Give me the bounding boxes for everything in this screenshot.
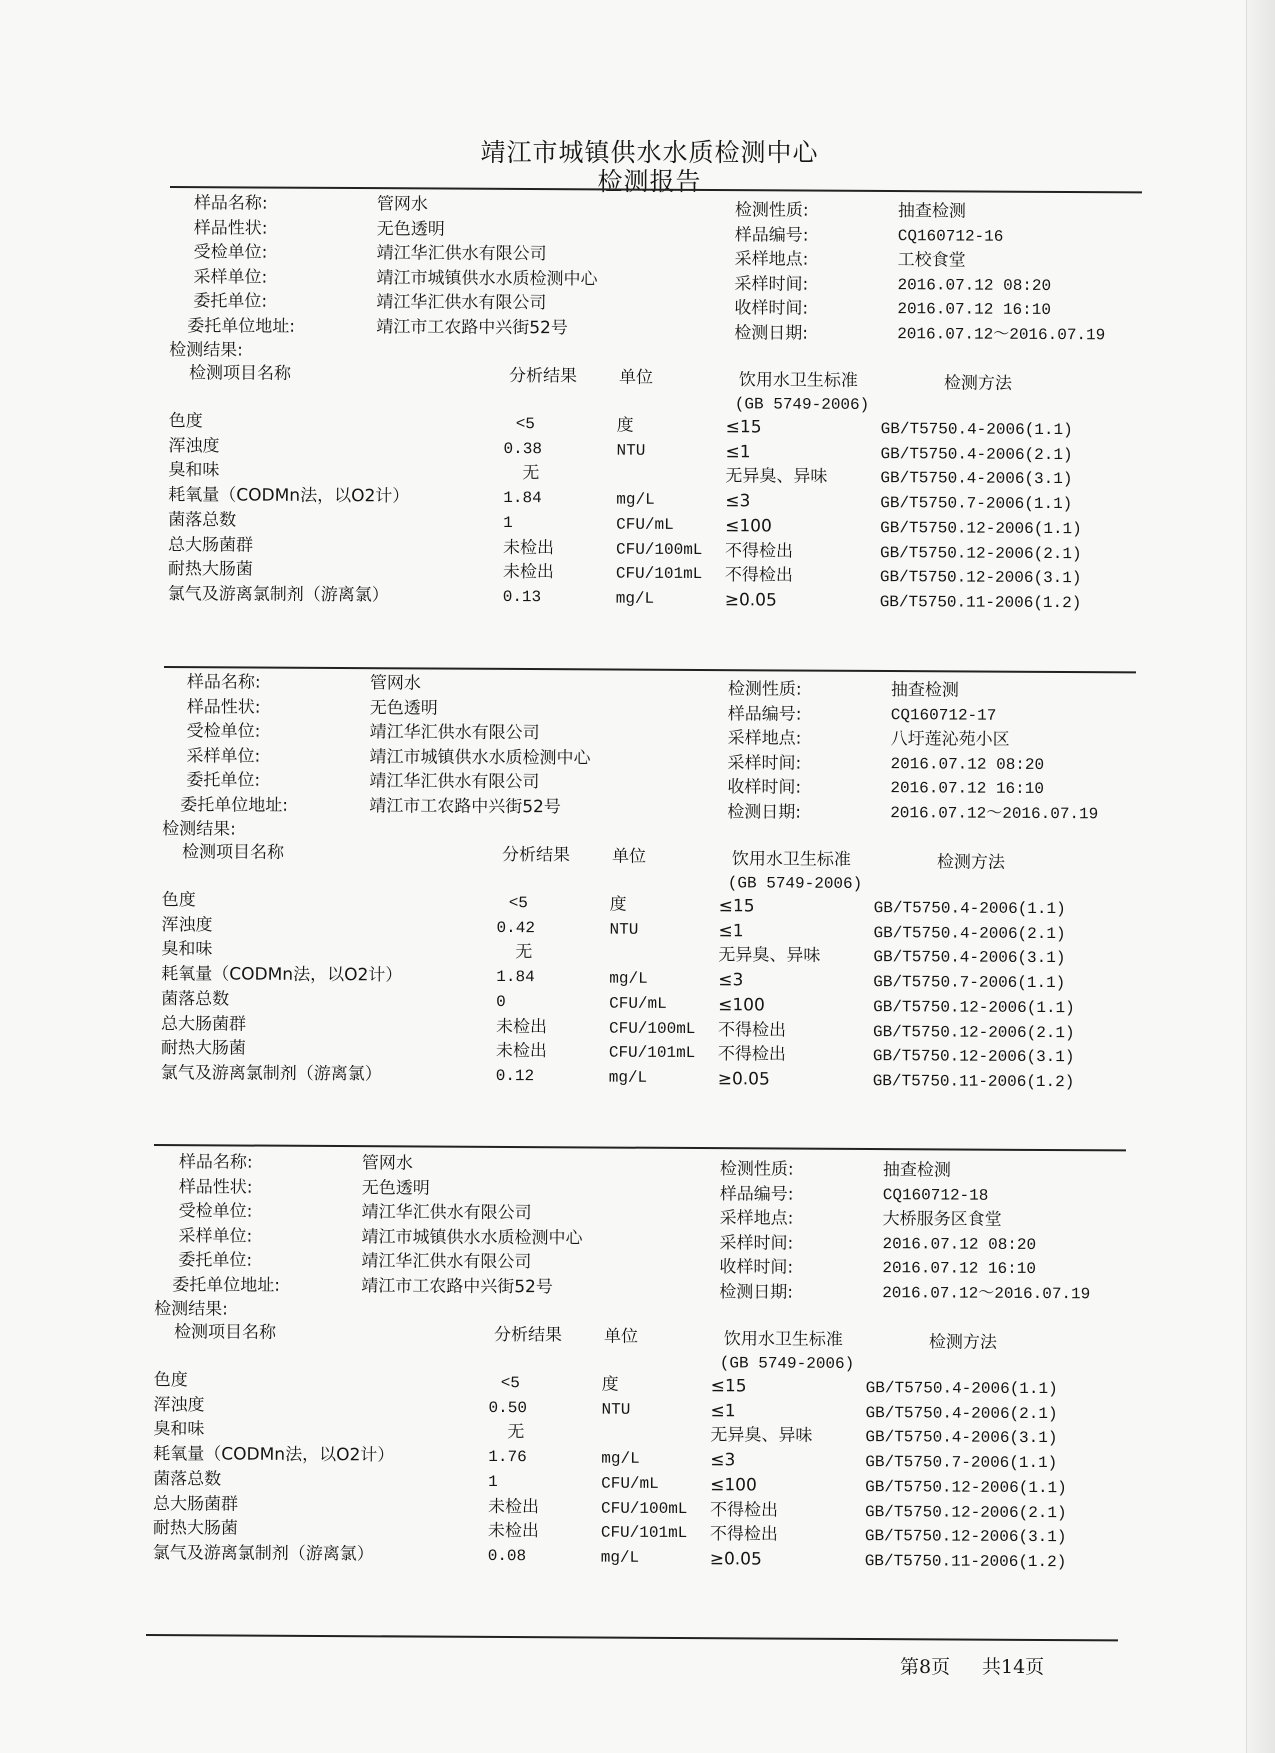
row-item-name: 菌落总数 xyxy=(161,988,230,1010)
field-label-client-address: 委托单位地址: xyxy=(172,1274,281,1296)
report-doc-title: 检测报告 xyxy=(597,167,702,196)
field-value-client-unit: 靖江华汇供水有限公司 xyxy=(369,771,540,793)
field-value-sample-no: CQ160712-16 xyxy=(897,226,1004,246)
row-method: GB/T5750.4-2006(3.1) xyxy=(873,948,1066,968)
row-method: GB/T5750.4-2006(3.1) xyxy=(880,469,1073,489)
row-unit: CFU/101mL xyxy=(615,564,703,584)
row-result: 0.12 xyxy=(495,1066,535,1086)
field-value-test-nature: 抽查检测 xyxy=(890,680,959,701)
col-header-standard-code: (GB 5749-2006) xyxy=(734,395,870,415)
col-header-unit: 单位 xyxy=(603,1326,639,1347)
field-label-sample-no: 样品编号: xyxy=(719,1183,794,1205)
field-label-sample-appearance: 样品性状: xyxy=(186,696,261,718)
col-header-item: 检测项目名称 xyxy=(181,842,285,863)
row-unit: mg/L xyxy=(615,589,655,608)
field-label-test-nature: 检测性质: xyxy=(727,679,802,700)
row-item-name: 臭和味 xyxy=(153,1419,205,1440)
row-method: GB/T5750.7-2006(1.1) xyxy=(873,973,1066,993)
col-header-unit: 单位 xyxy=(618,367,654,388)
field-label-sample-no: 样品编号: xyxy=(734,224,809,246)
field-value-inspected-unit: 靖江华汇供水有限公司 xyxy=(376,243,547,265)
report-section xyxy=(140,672,1099,1137)
row-standard: 不得检出 xyxy=(724,540,794,562)
row-standard: ≤1 xyxy=(718,920,744,942)
field-label-client-address: 委托单位地址: xyxy=(187,315,296,337)
field-label-sample-appearance: 样品性状: xyxy=(193,217,268,239)
row-item-name: 总大肠菌群 xyxy=(152,1493,239,1515)
results-label: 检测结果: xyxy=(162,819,236,840)
row-unit: 度 xyxy=(601,1374,619,1395)
field-value-sample-name: 管网水 xyxy=(376,194,428,215)
row-item-name: 色度 xyxy=(168,411,203,432)
field-value-receiving-time: 2016.07.12 16:10 xyxy=(897,300,1052,320)
field-value-client-unit: 靖江华汇供水有限公司 xyxy=(361,1251,532,1273)
row-unit: NTU xyxy=(616,441,646,460)
field-value-sample-appearance: 无色透明 xyxy=(369,697,438,719)
results-label: 检测结果: xyxy=(154,1299,228,1320)
row-result: 未检出 xyxy=(502,562,554,583)
row-unit: CFU/100mL xyxy=(600,1499,688,1518)
field-value-sampling-site: 八圩莲沁苑小区 xyxy=(890,729,1010,750)
field-value-client-address: 靖江市工农路中兴街52号 xyxy=(369,795,561,817)
row-unit: NTU xyxy=(601,1400,631,1419)
row-method: GB/T5750.12-2006(3.1) xyxy=(864,1527,1067,1547)
row-method: GB/T5750.4-2006(1.1) xyxy=(880,420,1073,440)
field-label-client-unit: 委托单位: xyxy=(193,291,268,312)
row-standard: ≤1 xyxy=(725,441,751,463)
col-header-result: 分析结果 xyxy=(493,1325,563,1346)
row-standard: 不得检出 xyxy=(717,1044,786,1065)
field-label-client-unit: 委托单位: xyxy=(178,1250,253,1271)
field-label-receiving-time: 收样时间: xyxy=(734,298,809,319)
row-item-name: 耗氧量（CODMn法，以O2计） xyxy=(168,485,410,507)
row-method: GB/T5750.12-2006(1.1) xyxy=(873,997,1075,1018)
row-unit: CFU/mL xyxy=(609,994,667,1013)
report-section xyxy=(132,1152,1091,1617)
field-value-inspected-unit: 靖江华汇供水有限公司 xyxy=(369,722,540,744)
row-result: 未检出 xyxy=(502,537,555,558)
row-standard: ≥0.05 xyxy=(709,1549,762,1570)
field-value-client-address: 靖江市工农路中兴街52号 xyxy=(361,1275,553,1297)
row-item-name: 浑浊度 xyxy=(153,1394,205,1416)
field-label-sampling-time: 采样时间: xyxy=(719,1232,794,1254)
field-label-sample-name: 样品名称: xyxy=(193,193,268,214)
field-value-sample-no: CQ160712-18 xyxy=(882,1185,989,1205)
row-item-name: 耐热大肠菌 xyxy=(152,1518,238,1539)
page-edge-shadow xyxy=(1246,0,1275,1753)
field-value-sampling-time: 2016.07.12 08:20 xyxy=(897,275,1052,295)
row-unit: mg/L xyxy=(600,1548,640,1567)
row-standard: 不得检出 xyxy=(709,1524,778,1545)
row-method: GB/T5750.12-2006(2.1) xyxy=(872,1022,1075,1042)
row-result: 1.84 xyxy=(503,489,542,508)
row-standard: 不得检出 xyxy=(724,565,793,586)
col-header-result: 分析结果 xyxy=(508,366,578,387)
row-item-name: 浑浊度 xyxy=(168,435,220,457)
field-label-client-unit: 委托单位: xyxy=(186,770,261,791)
field-value-test-date: 2016.07.12～2016.07.19 xyxy=(890,803,1099,823)
field-value-client-unit: 靖江华汇供水有限公司 xyxy=(376,292,547,314)
field-value-test-nature: 抽查检测 xyxy=(882,1160,951,1181)
field-label-sampling-site: 采样地点: xyxy=(719,1208,794,1229)
row-result: 1.84 xyxy=(496,968,535,987)
row-result: 未检出 xyxy=(495,1016,548,1037)
row-unit: CFU/100mL xyxy=(608,1019,696,1038)
row-unit: CFU/101mL xyxy=(608,1043,696,1063)
row-method: GB/T5750.12-2006(3.1) xyxy=(872,1047,1075,1067)
field-value-test-date: 2016.07.12～2016.07.19 xyxy=(897,324,1106,344)
row-method: GB/T5750.12-2006(3.1) xyxy=(879,568,1082,588)
row-result: 0.13 xyxy=(502,587,542,607)
row-standard: ≤3 xyxy=(710,1450,736,1471)
field-value-sample-appearance: 无色透明 xyxy=(376,218,445,240)
row-item-name: 氯气及游离氯制剂（游离氯） xyxy=(167,583,389,606)
row-method: GB/T5750.4-2006(1.1) xyxy=(865,1379,1058,1399)
field-label-sampling-site: 采样地点: xyxy=(727,728,802,749)
field-label-test-date: 检测日期: xyxy=(727,801,802,823)
col-header-standard: 饮用水卫生标准 xyxy=(731,849,852,870)
field-value-sampling-time: 2016.07.12 08:20 xyxy=(882,1234,1037,1254)
field-label-inspected-unit: 受检单位: xyxy=(193,242,268,263)
field-value-sample-name: 管网水 xyxy=(369,673,421,694)
row-result: 1 xyxy=(488,1472,498,1491)
field-label-receiving-time: 收样时间: xyxy=(727,777,802,798)
row-standard: 无异臭、异味 xyxy=(718,945,821,967)
row-result: 未检出 xyxy=(487,1521,539,1542)
row-method: GB/T5750.4-2006(2.1) xyxy=(865,1403,1058,1423)
field-value-test-nature: 抽查检测 xyxy=(897,201,966,222)
row-result: 无 xyxy=(515,942,533,963)
field-value-test-date: 2016.07.12～2016.07.19 xyxy=(882,1283,1091,1303)
row-item-name: 总大肠菌群 xyxy=(167,534,254,556)
row-item-name: 总大肠菌群 xyxy=(160,1013,247,1035)
row-method: GB/T5750.12-2006(2.1) xyxy=(879,543,1082,563)
field-value-sampling-unit: 靖江市城镇供水水质检测中心 xyxy=(369,746,591,769)
row-method: GB/T5750.4-2006(2.1) xyxy=(873,923,1066,943)
row-result: 0 xyxy=(496,992,506,1011)
row-item-name: 耗氧量（CODMn法，以O2计） xyxy=(161,964,403,986)
row-unit: CFU/101mL xyxy=(600,1523,688,1543)
field-label-sampling-unit: 采样单位: xyxy=(186,745,261,767)
row-standard: ≤15 xyxy=(718,896,755,917)
row-result: 无 xyxy=(507,1422,525,1443)
col-header-standard-code: (GB 5749-2006) xyxy=(719,1354,855,1374)
row-method: GB/T5750.4-2006(3.1) xyxy=(865,1428,1058,1448)
col-header-method: 检测方法 xyxy=(943,373,1013,394)
field-value-sampling-unit: 靖江市城镇供水水质检测中心 xyxy=(376,267,598,290)
row-standard: ≤100 xyxy=(718,995,765,1016)
row-method: GB/T5750.4-2006(2.1) xyxy=(880,444,1073,464)
row-unit: 度 xyxy=(609,894,627,915)
field-value-receiving-time: 2016.07.12 16:10 xyxy=(882,1259,1037,1279)
row-result: <5 xyxy=(515,415,535,434)
col-header-standard: 饮用水卫生标准 xyxy=(723,1329,844,1350)
field-label-sampling-time: 采样时间: xyxy=(734,273,809,295)
row-result: 未检出 xyxy=(495,1041,547,1062)
row-method: GB/T5750.7-2006(1.1) xyxy=(865,1453,1058,1473)
row-result: 未检出 xyxy=(487,1496,540,1517)
row-item-name: 耗氧量（CODMn法，以O2计） xyxy=(153,1444,395,1466)
field-label-sampling-unit: 采样单位: xyxy=(193,266,268,288)
field-label-sampling-unit: 采样单位: xyxy=(178,1225,253,1247)
row-method: GB/T5750.11-2006(1.2) xyxy=(872,1071,1075,1092)
bottom-rule xyxy=(146,1634,1118,1641)
row-unit: mg/L xyxy=(609,969,648,988)
row-item-name: 浑浊度 xyxy=(161,914,213,936)
field-value-sample-no: CQ160712-17 xyxy=(890,705,997,725)
row-standard: 不得检出 xyxy=(709,1499,779,1521)
row-item-name: 氯气及游离氯制剂（游离氯） xyxy=(160,1062,382,1085)
row-standard: 不得检出 xyxy=(717,1019,787,1041)
field-label-receiving-time: 收样时间: xyxy=(719,1257,794,1278)
row-item-name: 色度 xyxy=(161,890,196,911)
row-standard: 无异臭、异味 xyxy=(710,1425,813,1447)
results-label: 检测结果: xyxy=(169,340,243,361)
field-label-sample-appearance: 样品性状: xyxy=(178,1176,253,1198)
section-divider-2 xyxy=(154,1144,1126,1151)
row-result: <5 xyxy=(508,894,528,913)
row-method: GB/T5750.12-2006(2.1) xyxy=(864,1502,1067,1522)
row-item-name: 耐热大肠菌 xyxy=(160,1038,246,1059)
col-header-result: 分析结果 xyxy=(501,845,571,866)
row-standard: ≤100 xyxy=(710,1475,757,1496)
page-total: 共14页 xyxy=(982,1656,1045,1678)
row-result: 0.50 xyxy=(488,1398,528,1417)
field-label-test-date: 检测日期: xyxy=(734,322,809,344)
field-value-sampling-time: 2016.07.12 08:20 xyxy=(890,754,1045,774)
row-method: GB/T5750.11-2006(1.2) xyxy=(864,1551,1067,1572)
row-unit: mg/L xyxy=(601,1449,640,1468)
field-value-sampling-unit: 靖江市城镇供水水质检测中心 xyxy=(361,1226,583,1249)
row-standard: ≤3 xyxy=(718,970,744,991)
row-standard: ≤1 xyxy=(710,1400,736,1422)
row-unit: 度 xyxy=(616,415,634,436)
field-value-inspected-unit: 靖江华汇供水有限公司 xyxy=(361,1202,532,1224)
row-result: 0.08 xyxy=(487,1546,527,1566)
field-value-sampling-site: 工校食堂 xyxy=(897,250,966,271)
field-label-sample-name: 样品名称: xyxy=(186,672,261,693)
field-label-inspected-unit: 受检单位: xyxy=(186,721,261,742)
row-standard: 无异臭、异味 xyxy=(725,466,828,488)
field-value-sampling-site: 大桥服务区食堂 xyxy=(882,1209,1002,1230)
row-standard: ≤15 xyxy=(725,417,762,438)
row-item-name: 臭和味 xyxy=(168,460,220,481)
field-label-sampling-site: 采样地点: xyxy=(734,249,809,270)
field-value-receiving-time: 2016.07.12 16:10 xyxy=(890,779,1045,799)
row-method: GB/T5750.11-2006(1.2) xyxy=(879,592,1082,613)
field-label-test-date: 检测日期: xyxy=(719,1281,794,1303)
row-unit: CFU/mL xyxy=(601,1474,659,1493)
row-item-name: 菌落总数 xyxy=(168,509,237,531)
row-result: 1 xyxy=(503,513,513,532)
row-result: 0.42 xyxy=(496,918,536,937)
row-result: 无 xyxy=(522,463,540,484)
col-header-standard-code: (GB 5749-2006) xyxy=(727,874,863,894)
row-item-name: 臭和味 xyxy=(161,939,213,960)
row-standard: ≥0.05 xyxy=(717,1069,770,1090)
row-unit: mg/L xyxy=(608,1068,648,1087)
col-header-method: 检测方法 xyxy=(936,852,1006,873)
row-unit: mg/L xyxy=(616,490,655,509)
field-value-client-address: 靖江市工农路中兴街52号 xyxy=(376,316,568,338)
report-org-title: 靖江市城镇供水水质检测中心 xyxy=(480,138,819,167)
row-result: <5 xyxy=(500,1374,520,1393)
row-result: 1.76 xyxy=(488,1448,527,1467)
row-standard: ≥0.05 xyxy=(724,590,777,611)
row-unit: CFU/mL xyxy=(616,515,674,534)
field-label-sampling-time: 采样时间: xyxy=(727,752,802,774)
row-item-name: 色度 xyxy=(153,1370,188,1391)
row-method: GB/T5750.4-2006(1.1) xyxy=(873,899,1066,919)
field-label-sample-name: 样品名称: xyxy=(178,1152,253,1173)
row-standard: ≤15 xyxy=(710,1376,747,1397)
field-label-sample-no: 样品编号: xyxy=(727,703,802,725)
field-value-sample-appearance: 无色透明 xyxy=(361,1177,430,1199)
col-header-standard: 饮用水卫生标准 xyxy=(738,370,859,391)
row-method: GB/T5750.7-2006(1.1) xyxy=(880,494,1073,514)
report-section xyxy=(147,193,1106,658)
col-header-item: 检测项目名称 xyxy=(173,1322,277,1343)
col-header-method: 检测方法 xyxy=(928,1332,998,1353)
col-header-item: 检测项目名称 xyxy=(188,363,292,384)
field-label-client-address: 委托单位地址: xyxy=(180,794,289,816)
row-method: GB/T5750.12-2006(1.1) xyxy=(865,1477,1067,1498)
row-result: 0.38 xyxy=(503,439,543,458)
field-value-sample-name: 管网水 xyxy=(361,1153,413,1174)
col-header-unit: 单位 xyxy=(611,846,647,867)
row-unit: NTU xyxy=(609,920,639,939)
row-item-name: 菌落总数 xyxy=(153,1468,222,1490)
field-label-test-nature: 检测性质: xyxy=(734,200,809,221)
row-method: GB/T5750.12-2006(1.1) xyxy=(880,518,1082,539)
field-label-test-nature: 检测性质: xyxy=(719,1159,794,1180)
field-label-inspected-unit: 受检单位: xyxy=(178,1201,253,1222)
row-item-name: 氯气及游离氯制剂（游离氯） xyxy=(152,1542,374,1565)
page-number: 第8页 xyxy=(900,1656,951,1678)
row-unit: CFU/100mL xyxy=(615,540,703,559)
row-item-name: 耐热大肠菌 xyxy=(167,559,253,580)
row-standard: ≤3 xyxy=(725,491,751,512)
row-standard: ≤100 xyxy=(725,516,772,537)
